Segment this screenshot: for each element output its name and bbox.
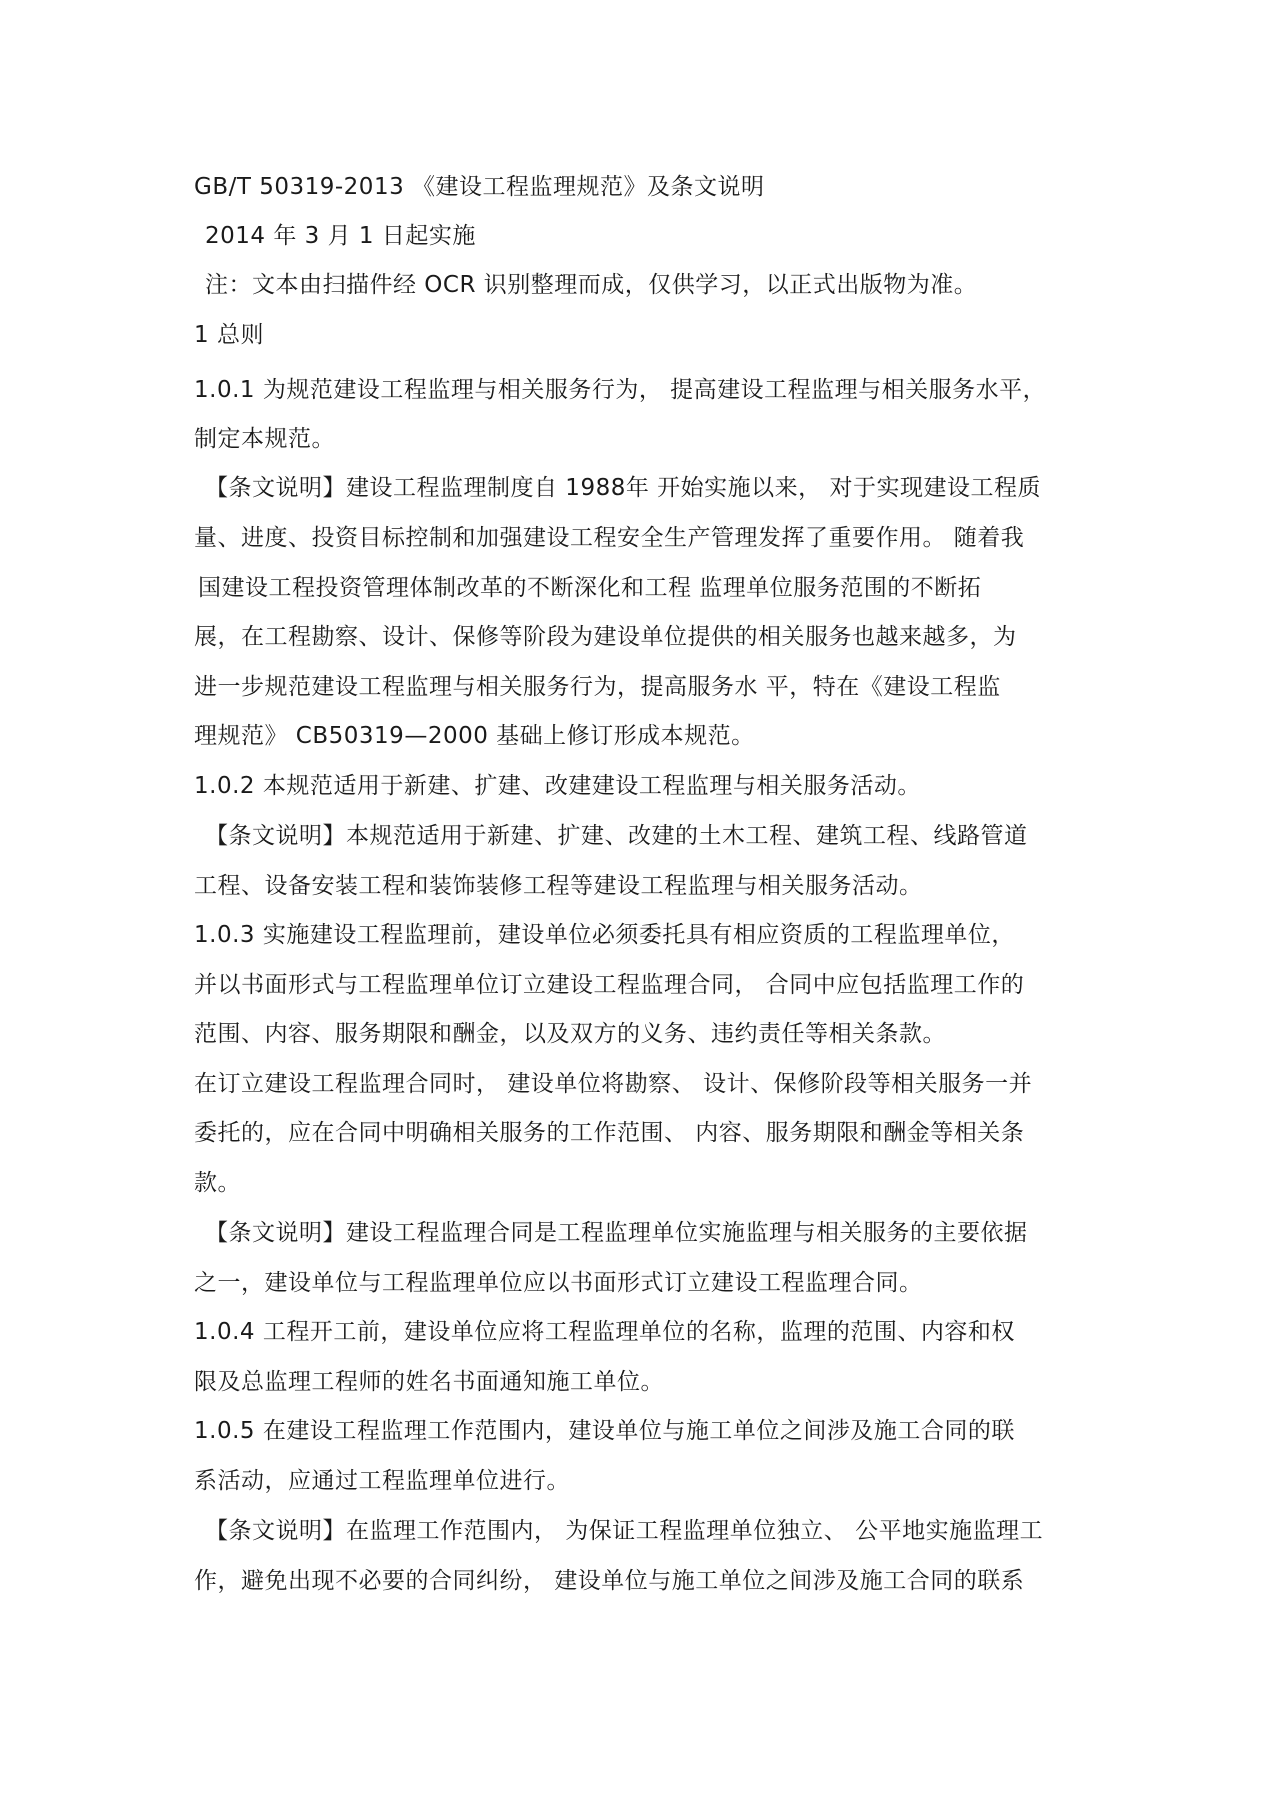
paragraph-line: 委托的，应在合同中明确相关服务的工作范围、 内容、服务期限和酬金等相关条 (194, 1120, 1025, 1146)
chapter-heading: 1 总则 (194, 322, 264, 348)
paragraph-line: 【条文说明】本规范适用于新建、扩建、改建的土木工程、建筑工程、线路管道 (205, 823, 1028, 849)
document-title: GB/T 50319-2013 《建设工程监理规范》及条文说明 (194, 174, 765, 200)
paragraph-line: 并以书面形式与工程监理单位订立建设工程监理合同， 合同中应包括监理工作的 (194, 972, 1025, 998)
paragraph-line: 1.0.1 为规范建设工程监理与相关服务行为， 提高建设工程监理与相关服务水平， (194, 377, 1047, 403)
paragraph-line: 展，在工程勘察、设计、保修等阶段为建设单位提供的相关服务也越来越多，为 (194, 624, 1017, 650)
effective-date: 2014 年 3 月 1 日起实施 (205, 223, 476, 249)
paragraph-line: 之一，建设单位与工程监理单位应以书面形式订立建设工程监理合同。 (194, 1270, 923, 1296)
paragraph-line: 1.0.3 实施建设工程监理前，建设单位必须委托具有相应资质的工程监理单位， (194, 922, 1015, 948)
paragraph-line: 【条文说明】建设工程监理合同是工程监理单位实施监理与相关服务的主要依据 (205, 1220, 1028, 1246)
paragraph-line: 款。 (194, 1170, 241, 1196)
paragraph-line: 系活动，应通过工程监理单位进行。 (194, 1468, 570, 1494)
paragraph-line: 理规范》 CB50319—2000 基础上修订形成本规范。 (194, 723, 755, 749)
paragraph-line: 国建设工程投资管理体制改革的不断深化和工程 监理单位服务范围的不断拓 (198, 575, 982, 601)
paragraph-line: 制定本规范。 (194, 426, 335, 452)
paragraph-line: 范围、内容、服务期限和酬金，以及双方的义务、违约责任等相关条款。 (194, 1021, 946, 1047)
paragraph-line: 1.0.2 本规范适用于新建、扩建、改建建设工程监理与相关服务活动。 (194, 773, 921, 799)
paragraph-line: 1.0.5 在建设工程监理工作范围内，建设单位与施工单位之间涉及施工合同的联 (194, 1418, 1015, 1444)
paragraph-line: 工程、设备安装工程和装饰装修工程等建设工程监理与相关服务活动。 (194, 873, 923, 899)
paragraph-line: 作，避免出现不必要的合同纠纷， 建设单位与施工单位之间涉及施工合同的联系 (194, 1568, 1025, 1594)
paragraph-line: 进一步规范建设工程监理与相关服务行为，提高服务水 平，特在《建设工程监 (194, 674, 1001, 700)
paragraph-line: 1.0.4 工程开工前，建设单位应将工程监理单位的名称，监理的范围、内容和权 (194, 1319, 1015, 1345)
paragraph-line: 量、进度、投资目标控制和加强建设工程安全生产管理发挥了重要作用。 随着我 (194, 525, 1025, 551)
ocr-note: 注：文本由扫描件经 OCR 识别整理而成，仅供学习，以正式出版物为准。 (205, 272, 978, 298)
paragraph-line: 【条文说明】在监理工作范围内， 为保证工程监理单位独立、 公平地实施监理工 (205, 1518, 1044, 1544)
paragraph-line: 【条文说明】建设工程监理制度自 1988年 开始实施以来， 对于实现建设工程质 (205, 475, 1041, 501)
paragraph-line: 限及总监理工程师的姓名书面通知施工单位。 (194, 1369, 664, 1395)
paragraph-line: 在订立建设工程监理合同时， 建设单位将勘察、 设计、保修阶段等相关服务一并 (194, 1071, 1033, 1097)
